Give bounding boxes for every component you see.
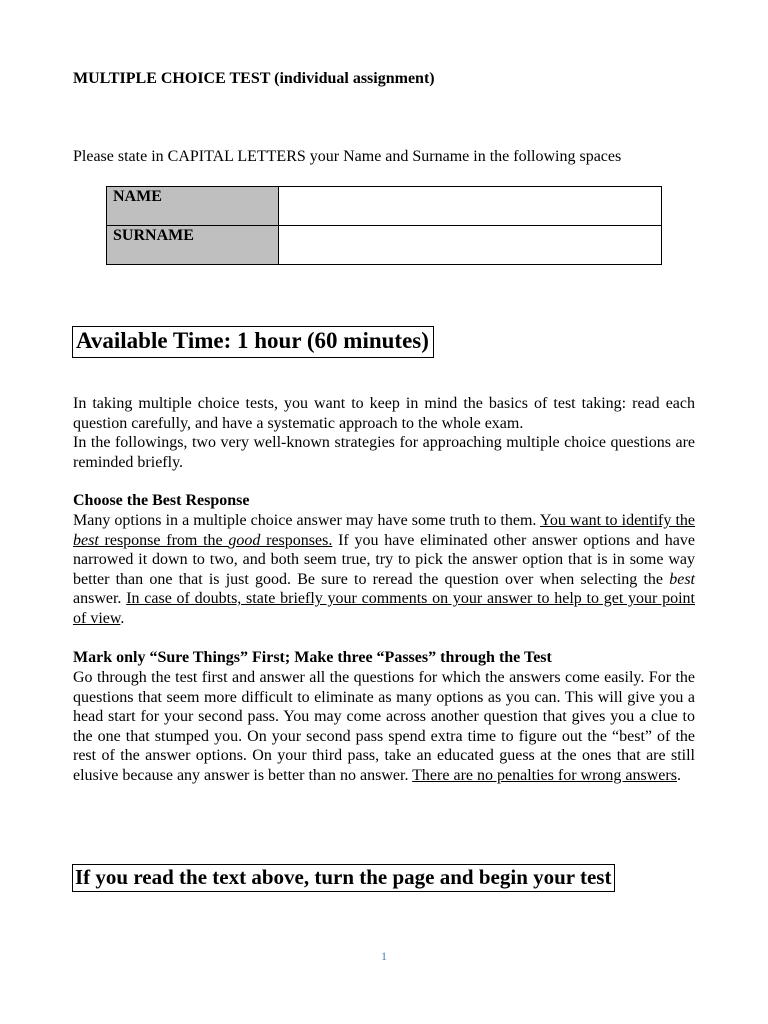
s2-underlined-1: There are no penalties for wrong answers xyxy=(412,766,677,784)
document-title: MULTIPLE CHOICE TEST (individual assignment) xyxy=(73,70,435,87)
section2-heading: Mark only “Sure Things” First; Make three “Passes” through the Test xyxy=(73,649,552,666)
name-instruction: Please state in CAPITAL LETTERS your Name and Surname in the following spaces xyxy=(73,148,622,165)
page-number: 1 xyxy=(381,949,387,963)
name-row xyxy=(107,187,662,226)
intro-paragraph-2: In the followings, two very well-known strategies for approaching multiple choice questions are reminded briefly. xyxy=(73,434,695,471)
s1-text-4: answer. xyxy=(73,590,127,608)
s1-u1e: responses. xyxy=(260,531,333,549)
name-surname-table xyxy=(106,186,662,265)
s1-u1b: best xyxy=(73,531,99,549)
s1-text-5: . xyxy=(120,609,125,627)
section1-heading: Choose the Best Response xyxy=(73,492,250,509)
available-time-box: Available Time: 1 hour (60 minutes) xyxy=(72,326,434,358)
s1-u1d: good xyxy=(228,531,261,549)
section2-paragraph xyxy=(73,668,695,786)
final-instruction-box: If you read the text above, turn the page and begin your test xyxy=(72,864,615,892)
surname-label: SURNAME xyxy=(107,226,279,265)
intro-paragraph-1: In taking multiple choice tests, you want to keep in mind the basics of test taking: read each question carefully, and have a systematic approach to the whole exam. xyxy=(73,395,695,432)
surname-field[interactable] xyxy=(279,226,662,265)
surname-row xyxy=(107,226,662,265)
s1-u1c: response from the xyxy=(98,531,229,549)
section1-paragraph xyxy=(73,511,695,629)
name-field[interactable] xyxy=(279,187,662,226)
s1-text-2: If you have eliminated other answer options and have narrowed it down to two, and both seem true, try to pick the answer option that is in some way better than one that is just good. Be sure to reread the question over when selecting the xyxy=(73,531,695,588)
s1-u1a: You want to identify the xyxy=(539,512,696,529)
name-label: NAME xyxy=(107,187,279,226)
s1-text-3: best xyxy=(669,570,695,588)
s1-underlined-2: In case of doubts, state briefly your comments on your answer to help to get your point of view xyxy=(73,590,695,627)
s2-text-1: Go through the test first and answer all the questions for which the answers come easily. For the questions that seem more difficult to eliminate as many options as you can. This will give you a head start for your second pass. You may come across another question that gives you a clue to the one that stumped you. On your second pass spend extra time to figure out the “best” of the rest of the answer options. On your third pass, take an educated guess at the ones that are still elusive because any answer is better than no answer. xyxy=(73,669,695,784)
s2-text-2: . xyxy=(676,766,681,784)
intro-text xyxy=(73,394,695,472)
s1-text-1: Many options in a multiple choice answer may have some truth to them. xyxy=(73,512,540,529)
